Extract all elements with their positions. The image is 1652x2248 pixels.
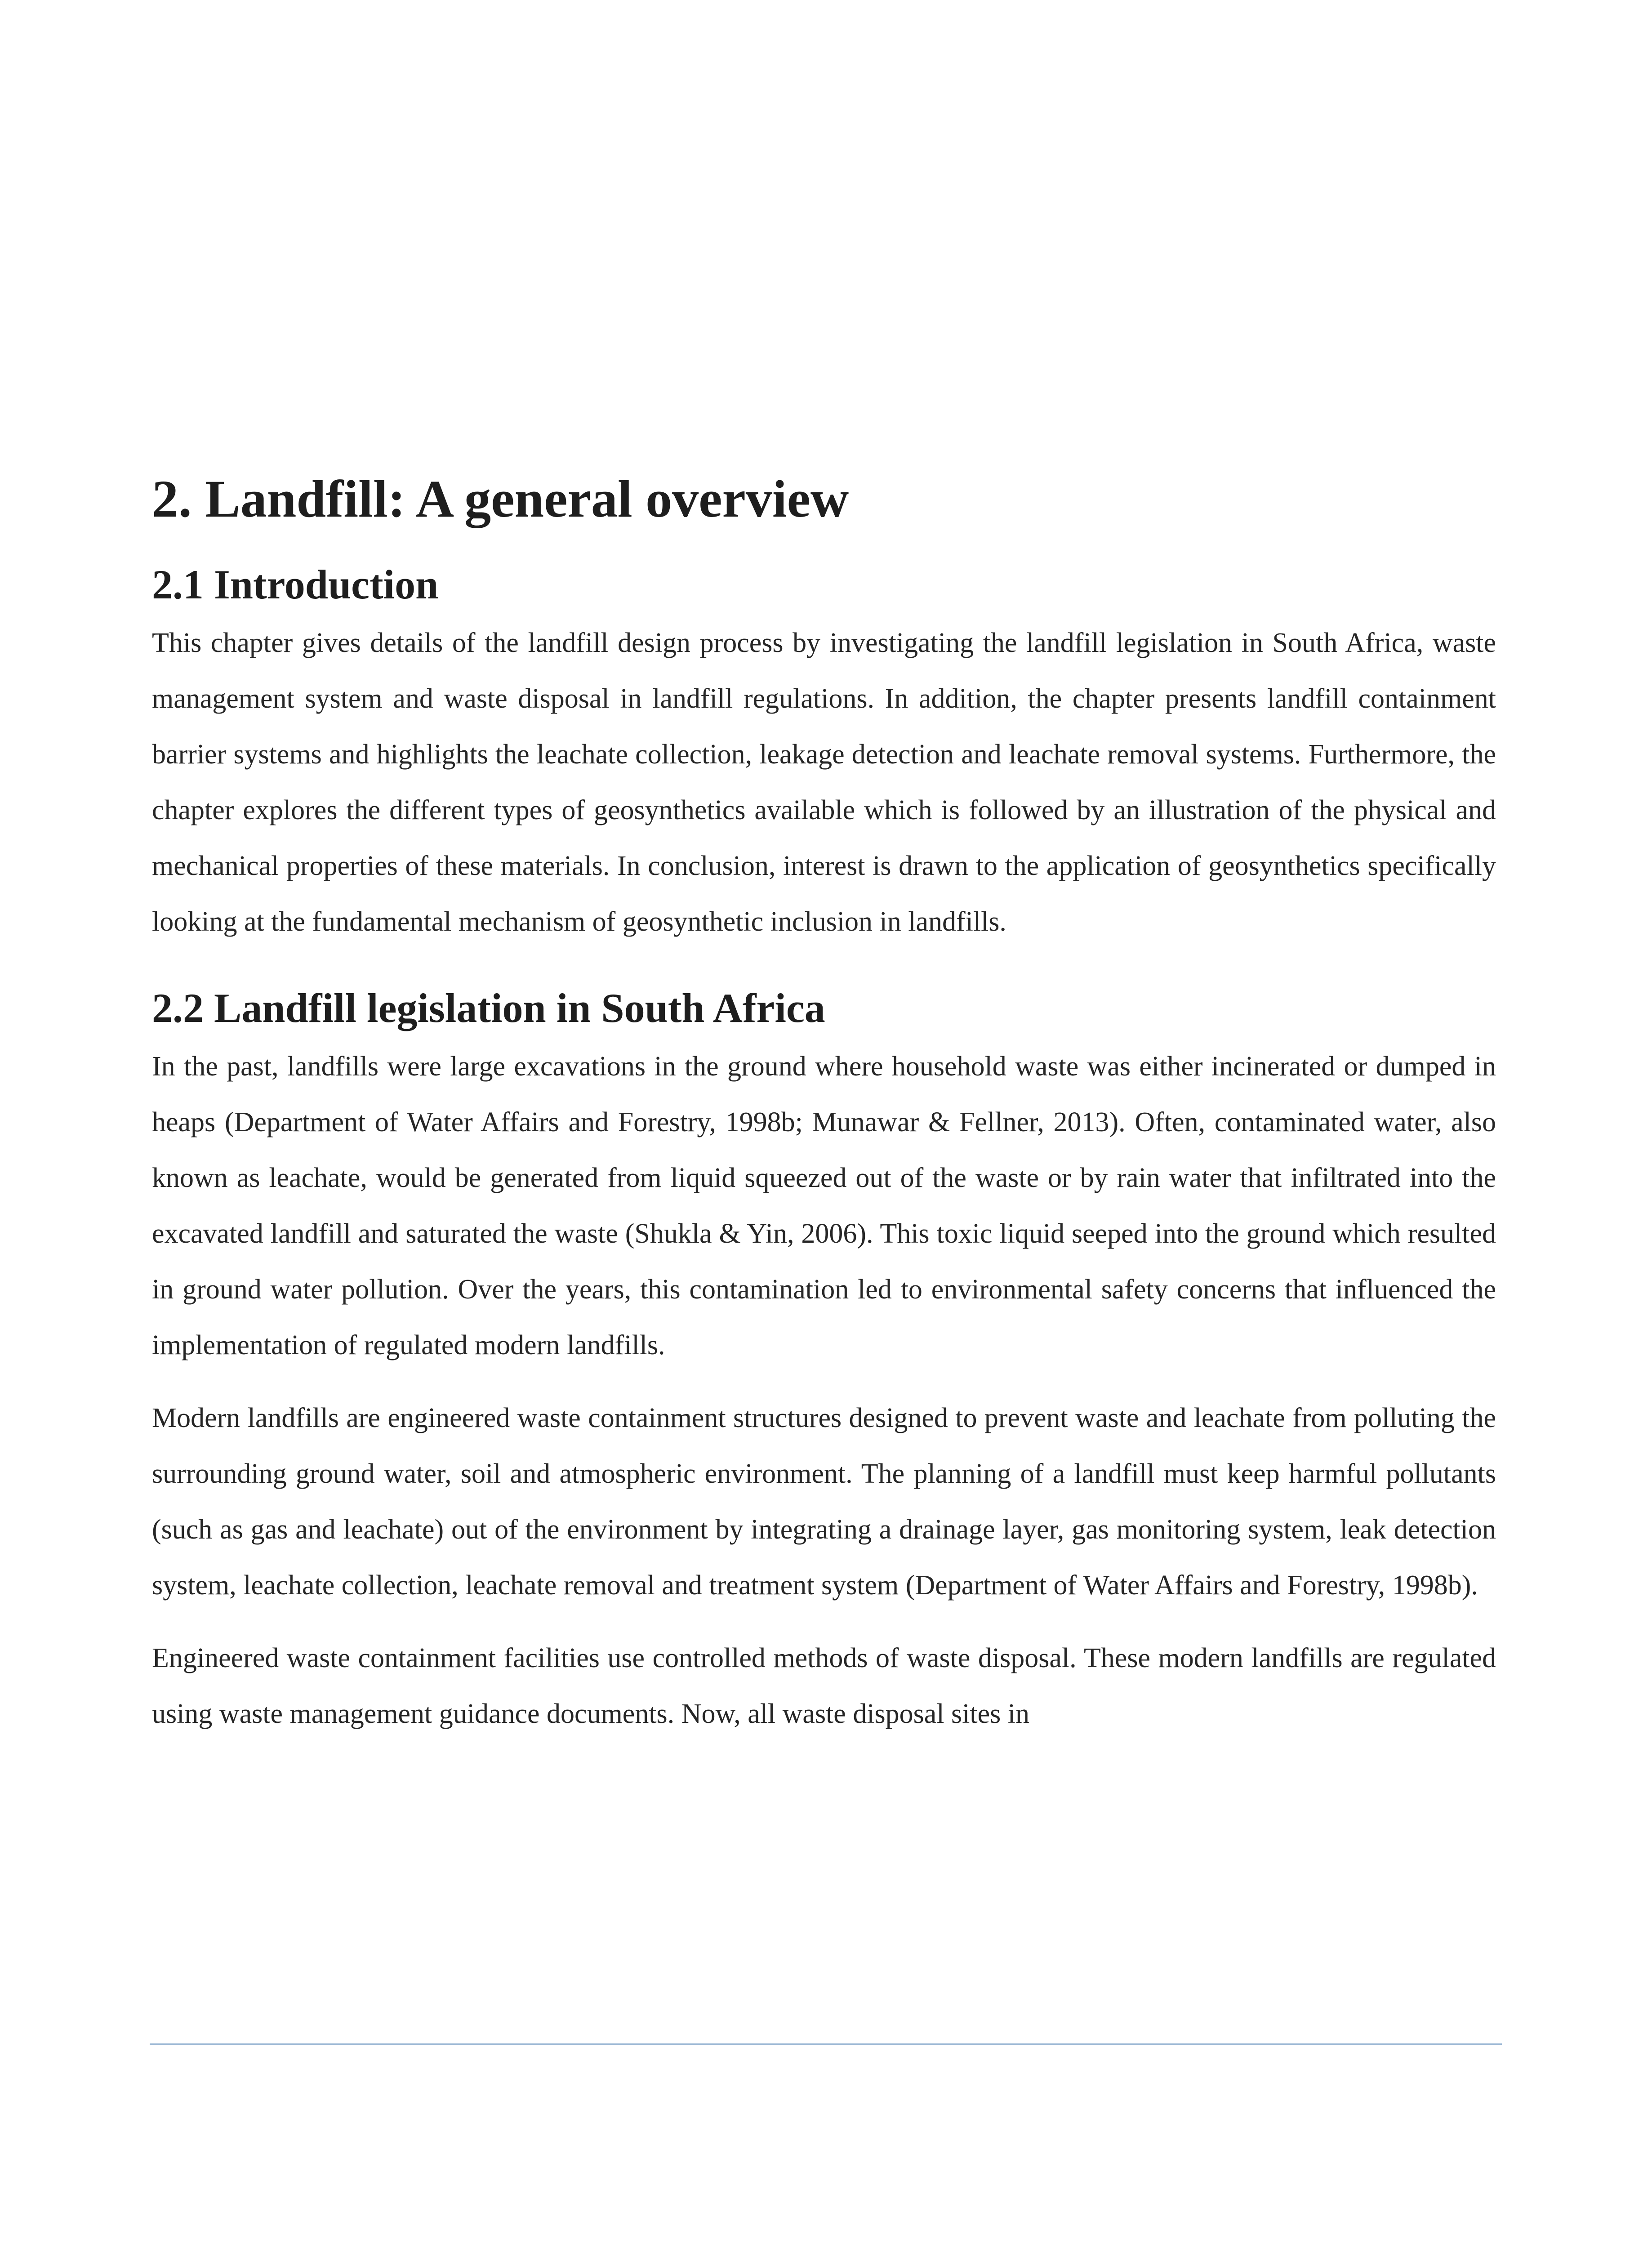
footer-divider [150,2043,1502,2045]
introduction-paragraph: This chapter gives details of the landfill design process by investigating the landfill legislation in South Africa, waste management system and waste disposal in landfill regulations. In addition, the chapter presents landfill containment barrier systems and highlights the leachate collection, leakage detection and leachate removal systems. Furthermore, the chapter explores the different types of geosynthetics available which is followed by an illustration of the physical and mechanical properties of these materials. In conclusion, interest is drawn to the application of geosynthetics specifically looking at the fundamental mechanism of geosynthetic inclusion in landfills. [152,628,1496,937]
legislation-paragraph-2: Modern landfills are engineered waste containment structures designed to prevent waste and leachate from polluting the surrounding ground water, soil and atmospheric environment. The planning of a landfill must keep harmful pollutants (such as gas and leachate) out of the environment by integrating a drainage layer, gas monitoring system, leak detection system, leachate collection, leachate removal and treatment system (Department of Water Affairs and Forestry, 1998b). [152,1403,1496,1601]
legislation-paragraph-3: Engineered waste containment facilities use controlled methods of waste disposal. These modern landfills are regulated using waste management guidance documents. Now, all waste disposal sites in [152,1643,1496,1729]
section-heading-introduction: 2.1 Introduction [152,562,439,607]
page-body [152,465,1496,1759]
section-heading-legislation: 2.2 Landfill legislation in South Africa [152,985,825,1031]
legislation-paragraph-1: In the past, landfills were large excavations in the ground where household waste was either incinerated or dumped in heaps (Department of Water Affairs and Forestry, 1998b; Munawar & Fellner, 2013). Often, contaminated water, also known as leachate, would be generated from liquid squeezed out of the waste or by rain water that infiltrated into the excavated landfill and saturated the waste (Shukla & Yin, 2006). This toxic liquid seeped into the ground which resulted in ground water pollution. Over the years, this contamination led to environmental safety concerns that influenced the implementation of regulated modern landfills. [152,1051,1496,1360]
chapter-title: 2. Landfill: A general overview [152,469,849,528]
